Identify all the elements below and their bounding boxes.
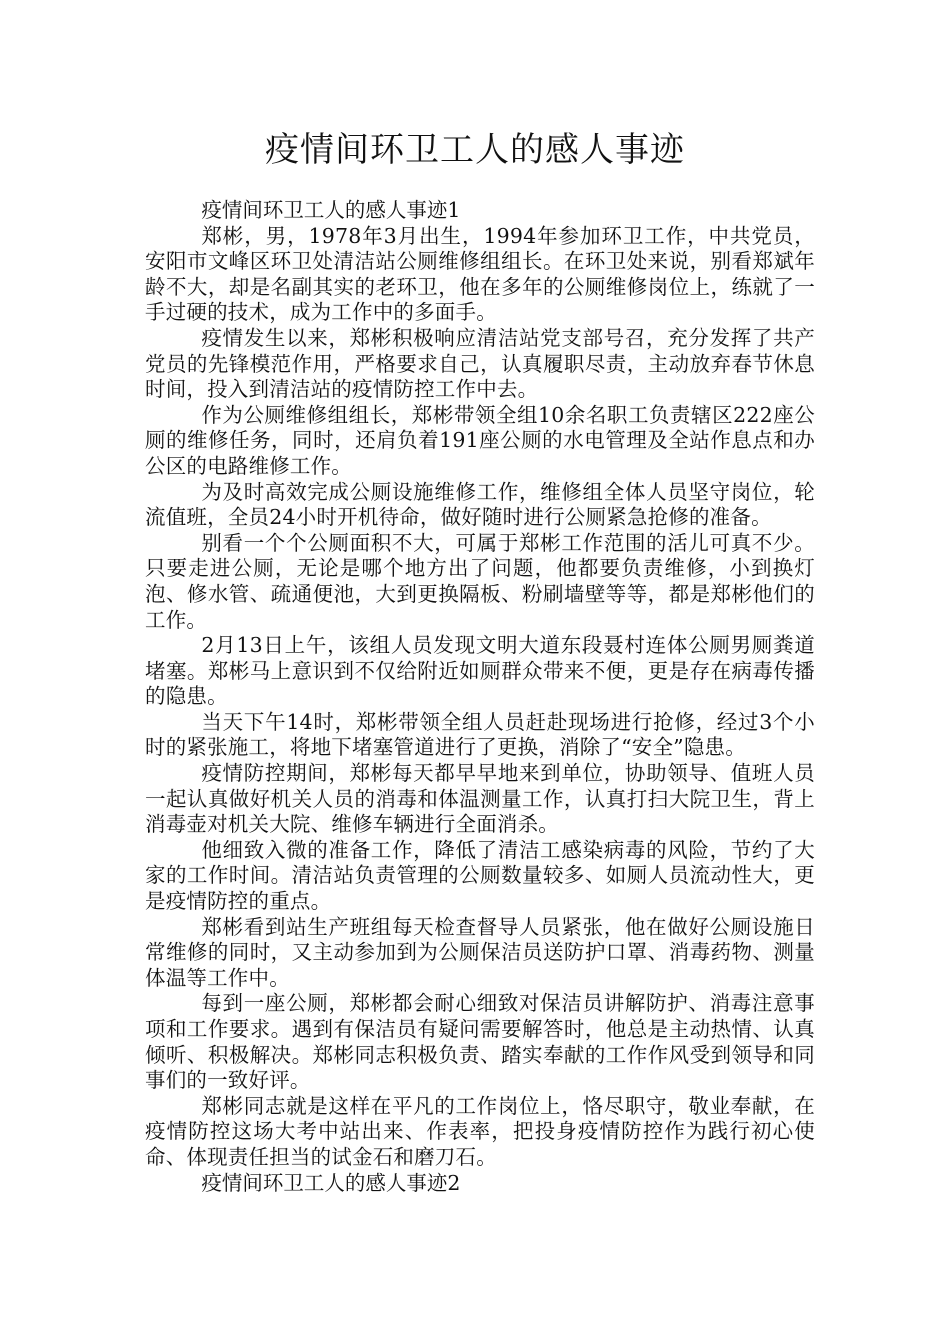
document-title: 疫情间环卫工人的感人事迹 <box>265 130 685 170</box>
section-heading-2: 疫情间环卫工人的感人事迹2 <box>201 1170 461 1195</box>
document-body <box>145 198 815 1196</box>
paragraph-11: 每到一座公厕，郑彬都会耐心细致对保洁员讲解防护、消毒注意事项和工作要求。遇到有保洁员有疑问需要解答时，他总是主动热情、认真倾听、积极解决。郑彬同志积极负责、踏实奉献的工作作风受到领导和同事们的一致好评。 <box>145 991 815 1093</box>
paragraph-5: 别看一个个公厕面积不大，可属于郑彬工作范围的活儿可真不少。只要走进公厕，无论是哪个地方出了问题，他都要负责维修，小到换灯泡、修水管、疏通便池，大到更换隔板、粉刷墙壁等等，都是郑彬他们的工作。 <box>145 530 815 632</box>
section-heading-1: 疫情间环卫工人的感人事迹1 <box>201 198 461 222</box>
paragraph-6: 2月13日上午，该组人员发现文明大道东段聂村连体公厕男厕粪道堵塞。郑彬马上意识到不仅给附近如厕群众带来不便，更是存在病毒传播的隐患。 <box>145 633 815 709</box>
paragraph-3: 作为公厕维修组组长，郑彬带领全组10余名职工负责辖区222座公厕的维修任务，同时，还肩负着191座公厕的水电管理及全站作息点和办公区的电路维修工作。 <box>145 402 815 478</box>
paragraph-8: 疫情防控期间，郑彬每天都早早地来到单位，协助领导、值班人员一起认真做好机关人员的消毒和体温测量工作，认真打扫大院卫生，背上消毒壶对机关大院、维修车辆进行全面消杀。 <box>145 761 815 837</box>
paragraph-1: 郑彬，男，1978年3月出生，1994年参加环卫工作，中共党员，安阳市文峰区环卫处清洁站公厕维修组组长。在环卫处来说，别看郑斌年龄不大，却是名副其实的老环卫，他在多年的公厕维修岗位上，练就了一手过硬的技术，成为工作中的多面手。 <box>145 223 815 325</box>
paragraph-10: 郑彬看到站生产班组每天检查督导人员紧张，他在做好公厕设施日常维修的同时，又主动参加到为公厕保洁员送防护口罩、消毒药物、测量体温等工作中。 <box>145 914 815 990</box>
paragraph-4: 为及时高效完成公厕设施维修工作，维修组全体人员坚守岗位，轮流值班，全员24小时开机待命，做好随时进行公厕紧急抢修的准备。 <box>145 479 815 530</box>
paragraph-7: 当天下午14时，郑彬带领全组人员赶赴现场进行抢修，经过3个小时的紧张施工，将地下堵塞管道进行了更换，消除了“安全”隐患。 <box>145 709 815 760</box>
paragraph-9: 他细致入微的准备工作，降低了清洁工感染病毒的风险，节约了大家的工作时间。清洁站负责管理的公厕数量较多、如厕人员流动性大，更是疫情防控的重点。 <box>145 837 815 914</box>
paragraph-12: 郑彬同志就是这样在平凡的工作岗位上，恪尽职守，敬业奉献，在疫情防控这场大考中站出来、作表率，把投身疫情防控作为践行初心使命、体现责任担当的试金石和磨刀石。 <box>145 1093 815 1169</box>
paragraph-2: 疫情发生以来，郑彬积极响应清洁站党支部号召，充分发挥了共产党员的先锋模范作用，严格要求自己，认真履职尽责，主动放弃春节休息时间，投入到清洁站的疫情防控工作中去。 <box>145 325 815 402</box>
